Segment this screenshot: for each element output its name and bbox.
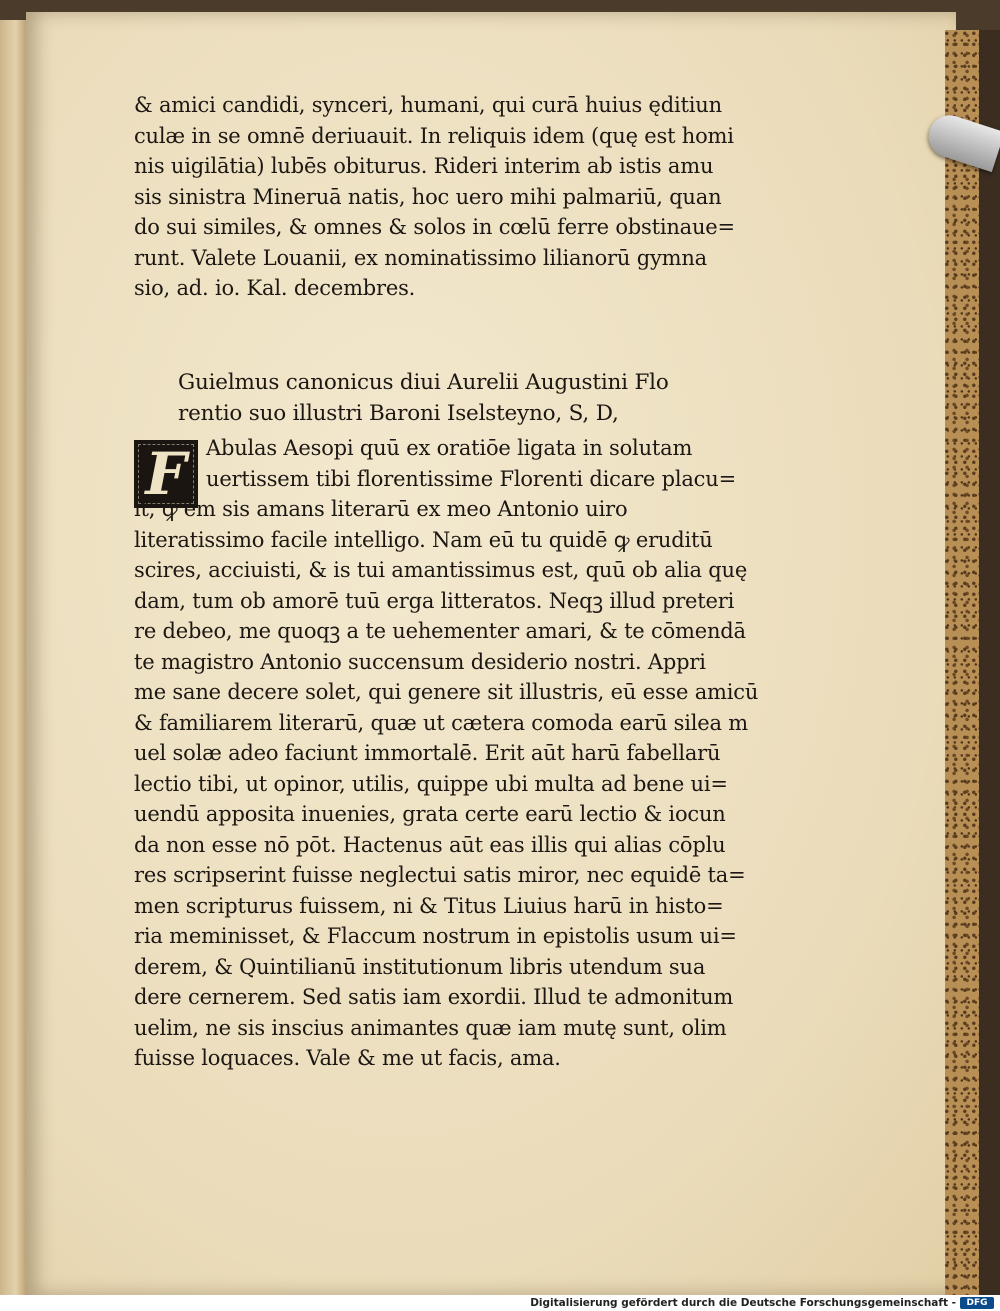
text-line: runt. Valete Louanii, ex nominatissimo lilianorū gymna (134, 245, 707, 270)
text-line: fuisse loquaces. Vale & me ut facis, ama. (134, 1046, 561, 1070)
facing-page-edge (0, 20, 26, 1295)
text-line: ria meminisset, & Flaccum nostrum in epistolis usum ui= (134, 924, 737, 948)
heading-line: rentio suo illustri Baroni Iselsteyno, S, D, (178, 400, 619, 426)
text-line: lectio tibi, ut opinor, utilis, quippe ubi multa ad bene ui= (134, 771, 728, 796)
text-line: uelim, ne sis inscius animantes quæ iam mutę sunt, olim (134, 1015, 727, 1040)
text-line: & amici candidi, synceri, humani, qui curā huius ęditiun (134, 93, 722, 117)
page-edge-shadow (979, 30, 1000, 1295)
text-line: da non esse nō pōt. Hactenus aūt eas illis qui alias cōplu (134, 832, 726, 857)
text-line: do sui similes, & omnes & solos in cœlū ferre obstinaue= (134, 215, 735, 239)
heading-line: Guielmus canonicus diui Aurelii Augustini Flo (178, 370, 669, 395)
decorated-initial: F (134, 440, 198, 508)
footer-bar (0, 1295, 1000, 1311)
paragraph-dedication-close (134, 90, 794, 304)
text-line: uertissem tibi florentissime Florenti dicare placu= (206, 466, 736, 491)
text-line: literatissimo facile intelligo. Nam eū tu quidē ꝙ eruditū (134, 527, 713, 552)
footer-credit: Digitalisierung gefördert durch die Deutsche Forschungsgemeinschaft - (530, 1297, 956, 1309)
text-line: men scripturus fuissem, ni & Titus Liuius harū in histo= (134, 893, 724, 918)
text-line: dam, tum ob amorē tuū erga litteratos. Neqꝫ illud preteri (134, 588, 735, 613)
letter-heading (178, 368, 838, 429)
text-line: res scripserint fuisse neglectui satis miror, nec equidē ta= (134, 863, 746, 887)
text-line: re debeo, me quoqꝫ a te uehementer amari, & te cōmendā (134, 619, 746, 643)
text-line: derem, & Quintilianū institutionum libris utendum sua (134, 954, 706, 979)
text-line: Abulas Aesopi quū ex oratiōe ligata in solutam (206, 436, 693, 460)
text-line: sio, ad. io. Kal. decembres. (134, 276, 416, 300)
text-line: it, ꝙ em sis amans literarū ex meo Antonio uiro (134, 497, 628, 521)
dfg-logo: DFG (960, 1297, 994, 1309)
text-line: nis uigilātia) lubēs obiturus. Rideri interim ab istis amu (134, 154, 714, 178)
paragraph-letter-body (134, 433, 794, 1074)
text-line: scires, acciuisti, & is tui amantissimus est, quū ob alia quę (134, 558, 748, 582)
page-block-edge (945, 30, 979, 1295)
text-line: uel solæ adeo faciunt immortalē. Erit aūt harū fabellarū (134, 741, 721, 765)
text-line: dere cernerem. Sed satis iam exordii. Illud te admonitum (134, 985, 734, 1009)
text-line: sis sinistra Mineruā natis, hoc uero mihi palmariū, quan (134, 184, 722, 209)
text-line: uendū apposita inuenies, grata certe earū lectio & iocun (134, 802, 726, 826)
text-line: me sane decere solet, qui genere sit illustris, eū esse amicū (134, 680, 759, 704)
text-line: culæ in se omnē deriuauit. In reliquis idem (quę est homi (134, 123, 734, 148)
text-line: & familiarem literarū, quæ ut cætera comoda earū silea m (134, 710, 749, 735)
text-line: te magistro Antonio succensum desiderio nostri. Appri (134, 649, 706, 674)
